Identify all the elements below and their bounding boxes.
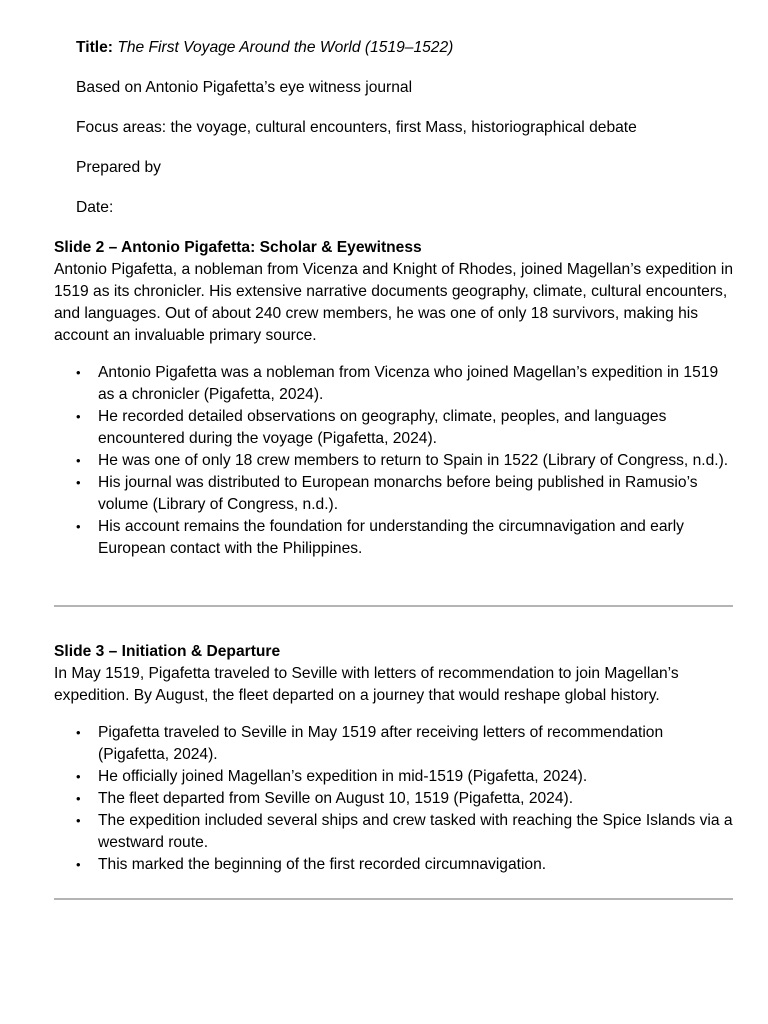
list-item (76, 788, 734, 810)
slide3-section (54, 641, 734, 876)
based-on-line: Based on Antonio Pigafetta’s eye witness journal (76, 79, 413, 96)
bullet-icon: • (76, 453, 81, 468)
list-item (76, 810, 734, 854)
bullet-icon: • (76, 813, 81, 828)
slide2-heading: Slide 2 – Antonio Pigafetta: Scholar & Eyewitness (54, 239, 422, 256)
list-item-text: This marked the beginning of the first recorded circumnavigation. (98, 856, 547, 873)
prepared-by-line: Prepared by (76, 159, 161, 176)
list-item-text: He recorded detailed observations on geography, climate, peoples, and languages encountered during the voyage (Pigafetta, 2024). (98, 408, 667, 447)
bullet-icon: • (76, 365, 81, 380)
slide3-heading: Slide 3 – Initiation & Departure (54, 643, 281, 660)
slide2-bullet-list (54, 362, 734, 560)
list-item (76, 472, 734, 516)
slide2-paragraph: Antonio Pigafetta, a nobleman from Vicenza and Knight of Rhodes, joined Magellan’s expedition in 1519 as its chronicler. His extensive narrative documents geography, climate, cultural encounters, and languages. Out of about 240 crew members, he was one of only 18 survivors, making his account an invaluable primary source. (54, 261, 734, 344)
bullet-icon: • (76, 725, 81, 740)
title-block (76, 37, 736, 237)
list-item (76, 516, 734, 560)
section-divider (54, 898, 733, 900)
list-item-text: The expedition included several ships and crew tasked with reaching the Spice Islands via a westward route. (98, 812, 733, 851)
bullet-icon: • (76, 769, 81, 784)
focus-areas-line: Focus areas: the voyage, cultural encounters, first Mass, historiographical debate (76, 119, 637, 136)
slide2-section (54, 237, 734, 560)
list-item (76, 766, 734, 788)
list-item-text: He was one of only 18 crew members to return to Spain in 1522 (Library of Congress, n.d.). (98, 452, 729, 469)
bullet-icon: • (76, 519, 81, 534)
title-line (76, 37, 736, 59)
list-item (76, 722, 734, 766)
list-item (76, 854, 734, 876)
date-line: Date: (76, 199, 114, 216)
list-item-text: He officially joined Magellan’s expedition in mid-1519 (Pigafetta, 2024). (98, 768, 588, 785)
list-item (76, 450, 734, 472)
section-divider (54, 605, 733, 607)
list-item-text: Antonio Pigafetta was a nobleman from Vicenza who joined Magellan’s expedition in 1519 as a chronicler (Pigafetta, 2024). (98, 364, 719, 403)
list-item-text: The fleet departed from Seville on August 10, 1519 (Pigafetta, 2024). (98, 790, 574, 807)
bullet-icon: • (76, 409, 81, 424)
title-label: Title: (76, 39, 113, 56)
list-item (76, 362, 734, 406)
list-item-text: His journal was distributed to European monarchs before being published in Ramusio’s volume (Library of Congress, n.d.). (98, 474, 698, 513)
bullet-icon: • (76, 475, 81, 490)
bullet-icon: • (76, 857, 81, 872)
bullet-icon: • (76, 791, 81, 806)
list-item-text: Pigafetta traveled to Seville in May 1519 after receiving letters of recommendation (Pigafetta, 2024). (98, 724, 664, 763)
title-text: The First Voyage Around the World (1519–1522) (117, 39, 454, 56)
list-item (76, 406, 734, 450)
list-item-text: His account remains the foundation for understanding the circumnavigation and early European contact with the Philippines. (98, 518, 684, 557)
slide3-bullet-list (54, 722, 734, 876)
slide3-paragraph: In May 1519, Pigafetta traveled to Seville with letters of recommendation to join Magellan’s expedition. By August, the fleet departed on a journey that would reshape global history. (54, 665, 679, 704)
